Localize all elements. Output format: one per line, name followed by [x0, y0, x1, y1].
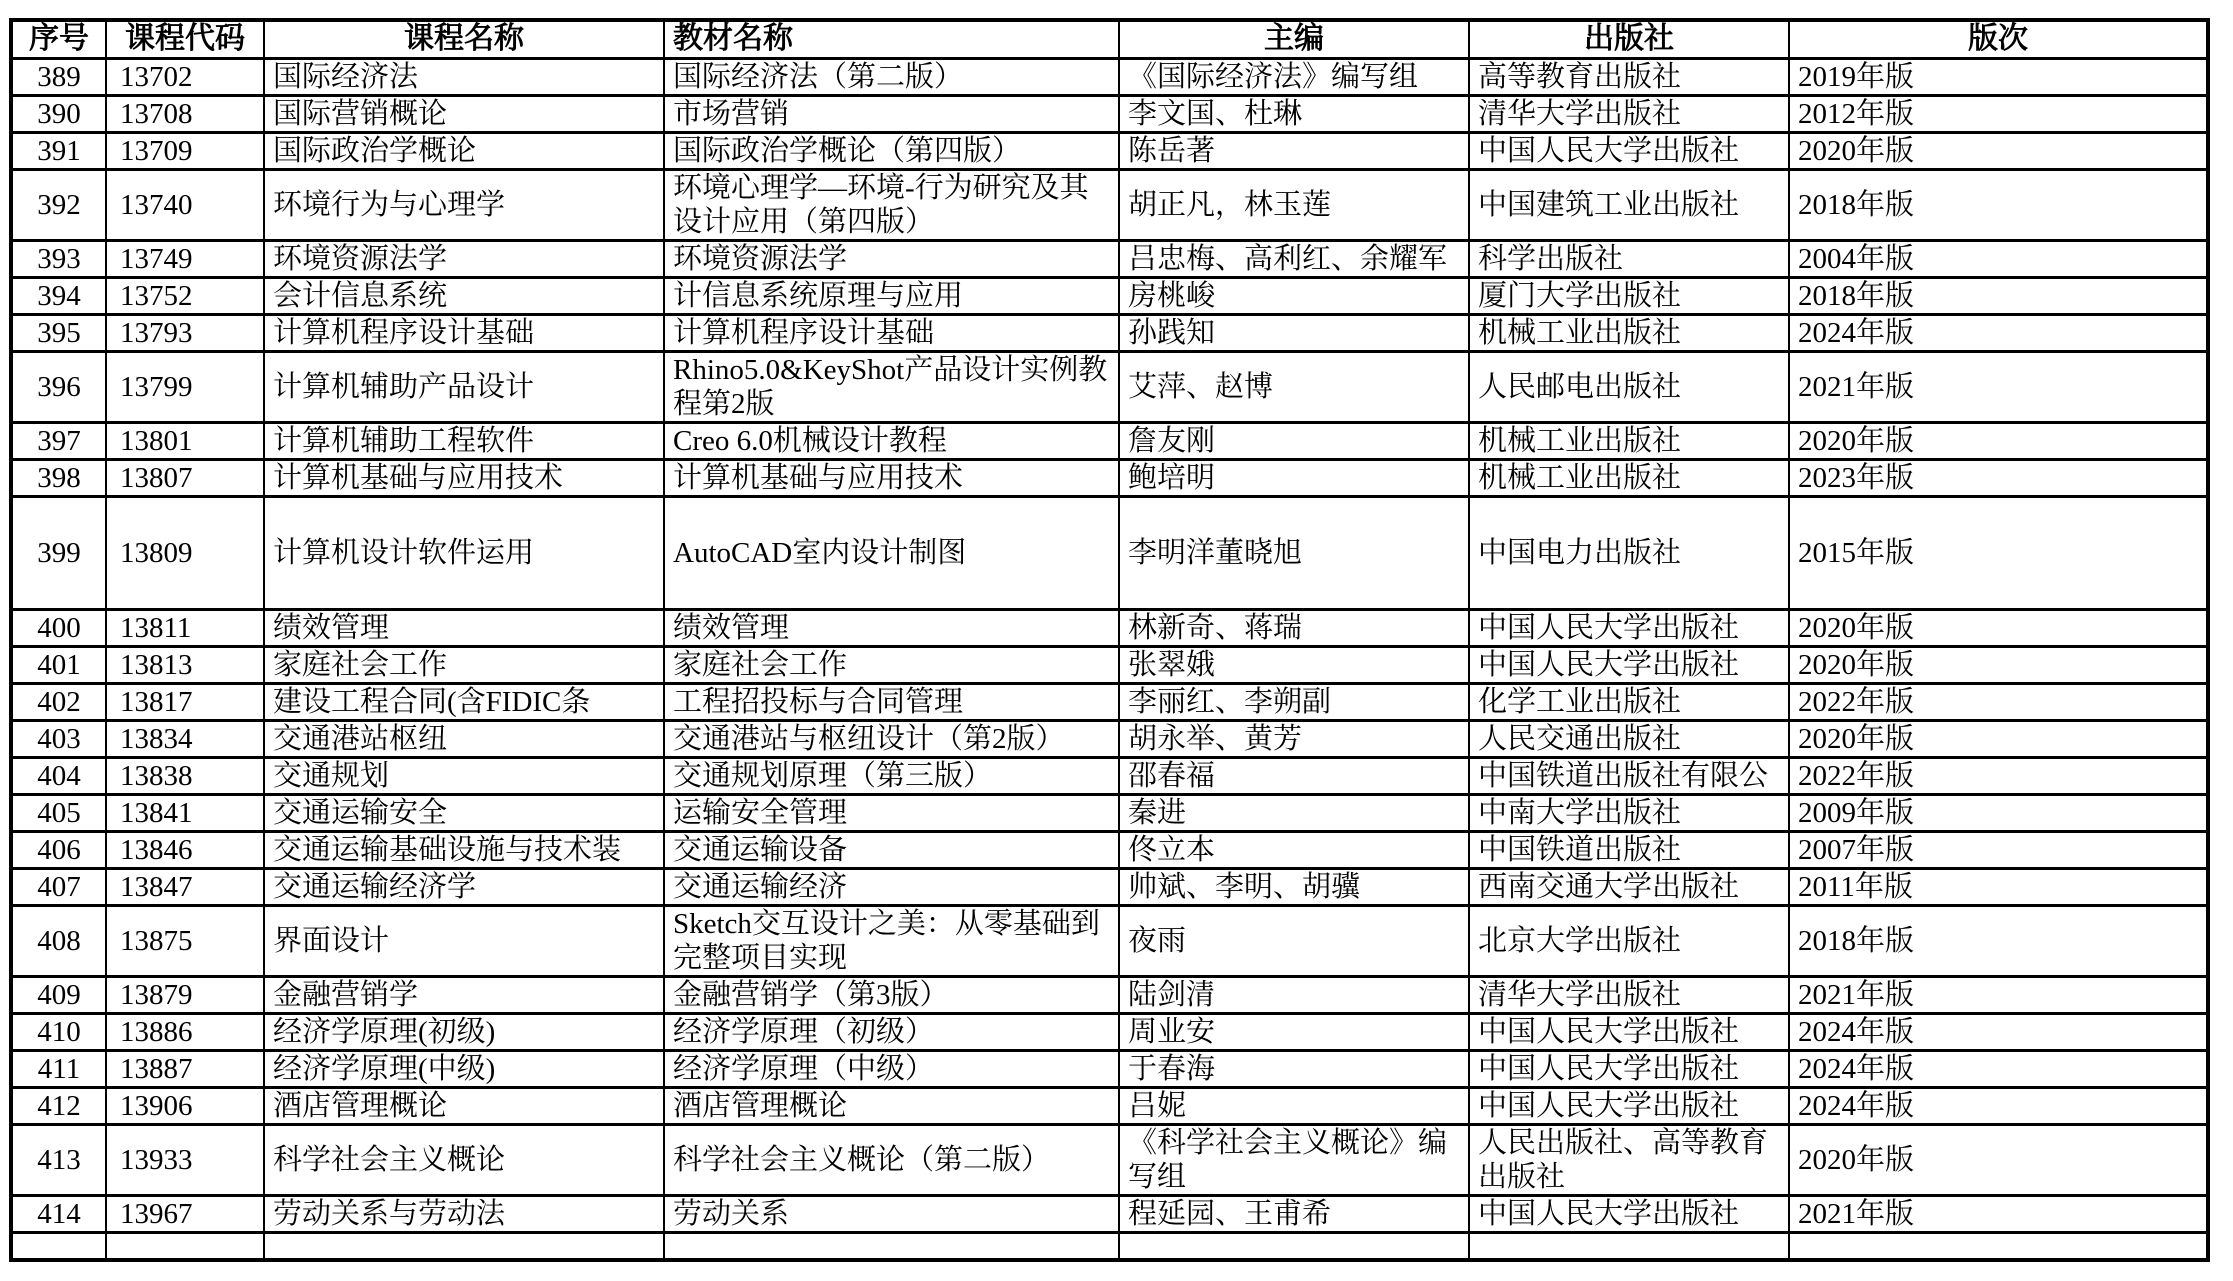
cell-index: 397 [11, 422, 106, 459]
cell-textbook-name: 计信息系统原理与应用 [664, 277, 1119, 314]
cell-edition: 2020年版 [1789, 1124, 2208, 1195]
cell-course-code: 13817 [106, 683, 264, 720]
cell-course-name: 会计信息系统 [264, 277, 664, 314]
cell-chief-editor: 陈岳著 [1119, 132, 1469, 169]
cell-edition: 2021年版 [1789, 1195, 2208, 1232]
cell-course-name: 建设工程合同(含FIDIC条 [264, 683, 664, 720]
cell-chief-editor: 陆剑清 [1119, 976, 1469, 1013]
cell-course-code [106, 1232, 264, 1260]
cell-edition: 2018年版 [1789, 169, 2208, 240]
cell-textbook-name: 计算机基础与应用技术 [664, 459, 1119, 496]
cell-course-name: 交通规划 [264, 757, 664, 794]
cell-textbook-name: 酒店管理概论 [664, 1087, 1119, 1124]
cell-course-code: 13906 [106, 1087, 264, 1124]
cell-publisher: 中南大学出版社 [1469, 794, 1789, 831]
cell-textbook-name: 运输安全管理 [664, 794, 1119, 831]
cell-chief-editor: 于春海 [1119, 1050, 1469, 1087]
cell-course-code: 13749 [106, 240, 264, 277]
cell-index: 389 [11, 58, 106, 95]
table-row [11, 794, 2208, 831]
cell-course-code: 13967 [106, 1195, 264, 1232]
cell-publisher: 中国人民大学出版社 [1469, 1087, 1789, 1124]
cell-textbook-name: Sketch交互设计之美：从零基础到完整项目实现 [664, 905, 1119, 976]
cell-course-code: 13799 [106, 351, 264, 422]
cell-course-name: 家庭社会工作 [264, 646, 664, 683]
cell-index: 401 [11, 646, 106, 683]
table-row [11, 1087, 2208, 1124]
cell-publisher: 西南交通大学出版社 [1469, 868, 1789, 905]
cell-edition: 2021年版 [1789, 351, 2208, 422]
cell-edition: 2020年版 [1789, 422, 2208, 459]
cell-chief-editor: 程延园、王甫希 [1119, 1195, 1469, 1232]
cell-course-name: 国际营销概论 [264, 95, 664, 132]
cell-edition: 2009年版 [1789, 794, 2208, 831]
cell-publisher: 清华大学出版社 [1469, 976, 1789, 1013]
cell-course-code: 13887 [106, 1050, 264, 1087]
cell-chief-editor: 秦进 [1119, 794, 1469, 831]
cell-course-name: 绩效管理 [264, 609, 664, 646]
cell-course-code: 13801 [106, 422, 264, 459]
cell-textbook-name: 交通规划原理（第三版） [664, 757, 1119, 794]
cell-publisher: 机械工业出版社 [1469, 422, 1789, 459]
cell-course-code: 13811 [106, 609, 264, 646]
cell-textbook-name: 工程招投标与合同管理 [664, 683, 1119, 720]
cell-edition: 2022年版 [1789, 683, 2208, 720]
cell-index: 403 [11, 720, 106, 757]
cell-chief-editor: 房桃峻 [1119, 277, 1469, 314]
column-header-publisher: 出版社 [1469, 20, 1789, 58]
cell-index: 395 [11, 314, 106, 351]
cell-textbook-name: Rhino5.0&KeyShot产品设计实例教程第2版 [664, 351, 1119, 422]
cell-chief-editor: 李明洋董晓旭 [1119, 496, 1469, 609]
cell-publisher: 人民邮电出版社 [1469, 351, 1789, 422]
cell-publisher: 中国人民大学出版社 [1469, 646, 1789, 683]
cell-publisher: 机械工业出版社 [1469, 314, 1789, 351]
cell-chief-editor: 周业安 [1119, 1013, 1469, 1050]
cell-chief-editor: 吕忠梅、高利红、余耀军 [1119, 240, 1469, 277]
cell-publisher: 中国人民大学出版社 [1469, 609, 1789, 646]
cell-chief-editor: 佟立本 [1119, 831, 1469, 868]
table-row [11, 868, 2208, 905]
cell-index: 411 [11, 1050, 106, 1087]
cell-chief-editor: 夜雨 [1119, 905, 1469, 976]
cell-course-code: 13807 [106, 459, 264, 496]
column-header-chief-editor: 主编 [1119, 20, 1469, 58]
table-row [11, 1124, 2208, 1195]
cell-course-code: 13838 [106, 757, 264, 794]
cell-course-name: 酒店管理概论 [264, 1087, 664, 1124]
cell-chief-editor: 帅斌、李明、胡骥 [1119, 868, 1469, 905]
cell-chief-editor: 李丽红、李朔副 [1119, 683, 1469, 720]
cell-course-code: 13709 [106, 132, 264, 169]
cell-course-name: 计算机设计软件运用 [264, 496, 664, 609]
cell-textbook-name: 家庭社会工作 [664, 646, 1119, 683]
partial-row [11, 1232, 2208, 1260]
column-header-textbook-name: 教材名称 [664, 20, 1119, 58]
cell-edition [1789, 1232, 2208, 1260]
cell-index: 391 [11, 132, 106, 169]
cell-course-name: 劳动关系与劳动法 [264, 1195, 664, 1232]
cell-publisher: 中国铁道出版社有限公 [1469, 757, 1789, 794]
table-row [11, 609, 2208, 646]
cell-course-code: 13875 [106, 905, 264, 976]
cell-chief-editor: 吕妮 [1119, 1087, 1469, 1124]
table-row [11, 240, 2208, 277]
cell-chief-editor: 《科学社会主义概论》编写组 [1119, 1124, 1469, 1195]
cell-publisher: 中国人民大学出版社 [1469, 132, 1789, 169]
cell-publisher: 北京大学出版社 [1469, 905, 1789, 976]
cell-course-code: 13809 [106, 496, 264, 609]
cell-index: 404 [11, 757, 106, 794]
cell-chief-editor: 詹友刚 [1119, 422, 1469, 459]
cell-edition: 2024年版 [1789, 1013, 2208, 1050]
cell-index: 400 [11, 609, 106, 646]
cell-course-code: 13708 [106, 95, 264, 132]
cell-chief-editor: 李文国、杜琳 [1119, 95, 1469, 132]
cell-publisher: 清华大学出版社 [1469, 95, 1789, 132]
cell-index: 406 [11, 831, 106, 868]
cell-edition: 2020年版 [1789, 609, 2208, 646]
cell-chief-editor: 胡永举、黄芳 [1119, 720, 1469, 757]
cell-edition: 2020年版 [1789, 646, 2208, 683]
cell-edition: 2020年版 [1789, 132, 2208, 169]
cell-course-code: 13841 [106, 794, 264, 831]
cell-chief-editor: 邵春福 [1119, 757, 1469, 794]
cell-publisher [1469, 1232, 1789, 1260]
cell-index: 393 [11, 240, 106, 277]
cell-publisher: 中国铁道出版社 [1469, 831, 1789, 868]
cell-index: 394 [11, 277, 106, 314]
cell-publisher: 厦门大学出版社 [1469, 277, 1789, 314]
table-row [11, 496, 2208, 609]
cell-textbook-name: 计算机程序设计基础 [664, 314, 1119, 351]
cell-publisher: 中国人民大学出版社 [1469, 1195, 1789, 1232]
cell-edition: 2018年版 [1789, 905, 2208, 976]
cell-course-code: 13740 [106, 169, 264, 240]
table-row [11, 1195, 2208, 1232]
table-row [11, 95, 2208, 132]
cell-course-name: 界面设计 [264, 905, 664, 976]
cell-course-name: 计算机辅助产品设计 [264, 351, 664, 422]
cell-index [11, 1232, 106, 1260]
cell-index: 392 [11, 169, 106, 240]
cell-course-name: 环境资源法学 [264, 240, 664, 277]
cell-edition: 2024年版 [1789, 1050, 2208, 1087]
cell-textbook-name: AutoCAD室内设计制图 [664, 496, 1119, 609]
table-row [11, 1050, 2208, 1087]
cell-edition: 2018年版 [1789, 277, 2208, 314]
cell-index: 413 [11, 1124, 106, 1195]
cell-course-name: 环境行为与心理学 [264, 169, 664, 240]
cell-course-name [264, 1232, 664, 1260]
table-row [11, 646, 2208, 683]
cell-textbook-name: 环境资源法学 [664, 240, 1119, 277]
table-row [11, 422, 2208, 459]
cell-chief-editor: 胡正凡，林玉莲 [1119, 169, 1469, 240]
table-row [11, 757, 2208, 794]
cell-publisher: 中国建筑工业出版社 [1469, 169, 1789, 240]
table-row [11, 1013, 2208, 1050]
header-row [11, 20, 2208, 58]
table-row [11, 683, 2208, 720]
cell-edition: 2022年版 [1789, 757, 2208, 794]
table-row [11, 169, 2208, 240]
table-row [11, 351, 2208, 422]
table-row [11, 976, 2208, 1013]
cell-textbook-name: 市场营销 [664, 95, 1119, 132]
cell-edition: 2020年版 [1789, 720, 2208, 757]
cell-course-name: 经济学原理(中级) [264, 1050, 664, 1087]
cell-course-code: 13752 [106, 277, 264, 314]
cell-course-name: 交通港站枢纽 [264, 720, 664, 757]
cell-course-code: 13834 [106, 720, 264, 757]
column-header-index: 序号 [11, 20, 106, 58]
cell-edition: 2012年版 [1789, 95, 2208, 132]
cell-course-name: 经济学原理(初级) [264, 1013, 664, 1050]
cell-course-name: 金融营销学 [264, 976, 664, 1013]
cell-course-code: 13933 [106, 1124, 264, 1195]
cell-textbook-name: 环境心理学—环境-行为研究及其设计应用（第四版） [664, 169, 1119, 240]
cell-publisher: 机械工业出版社 [1469, 459, 1789, 496]
cell-course-code: 13847 [106, 868, 264, 905]
cell-index: 408 [11, 905, 106, 976]
cell-index: 396 [11, 351, 106, 422]
textbook-course-table [9, 18, 2210, 1262]
cell-publisher: 中国电力出版社 [1469, 496, 1789, 609]
table-row [11, 831, 2208, 868]
cell-course-name: 交通运输经济学 [264, 868, 664, 905]
cell-chief-editor: 张翠娥 [1119, 646, 1469, 683]
cell-edition: 2024年版 [1789, 314, 2208, 351]
cell-course-name: 计算机辅助工程软件 [264, 422, 664, 459]
cell-textbook-name: 经济学原理（中级） [664, 1050, 1119, 1087]
cell-index: 407 [11, 868, 106, 905]
cell-chief-editor: 鲍培明 [1119, 459, 1469, 496]
cell-edition: 2019年版 [1789, 58, 2208, 95]
cell-edition: 2024年版 [1789, 1087, 2208, 1124]
cell-course-name: 交通运输基础设施与技术装 [264, 831, 664, 868]
cell-edition: 2004年版 [1789, 240, 2208, 277]
cell-course-name: 交通运输安全 [264, 794, 664, 831]
column-header-course-code: 课程代码 [106, 20, 264, 58]
table-row [11, 905, 2208, 976]
cell-textbook-name: 经济学原理（初级） [664, 1013, 1119, 1050]
cell-index: 402 [11, 683, 106, 720]
cell-index: 399 [11, 496, 106, 609]
cell-course-name: 国际政治学概论 [264, 132, 664, 169]
cell-textbook-name: 绩效管理 [664, 609, 1119, 646]
cell-index: 414 [11, 1195, 106, 1232]
cell-index: 412 [11, 1087, 106, 1124]
cell-textbook-name: 国际经济法（第二版） [664, 58, 1119, 95]
column-header-edition: 版次 [1789, 20, 2208, 58]
cell-course-code: 13813 [106, 646, 264, 683]
cell-publisher: 中国人民大学出版社 [1469, 1050, 1789, 1087]
cell-textbook-name: 劳动关系 [664, 1195, 1119, 1232]
table-row [11, 314, 2208, 351]
cell-course-code: 13846 [106, 831, 264, 868]
table-row [11, 720, 2208, 757]
cell-chief-editor: 林新奇、蒋瑞 [1119, 609, 1469, 646]
cell-edition: 2007年版 [1789, 831, 2208, 868]
cell-edition: 2015年版 [1789, 496, 2208, 609]
cell-textbook-name: 金融营销学（第3版） [664, 976, 1119, 1013]
cell-index: 409 [11, 976, 106, 1013]
cell-chief-editor: 艾萍、赵博 [1119, 351, 1469, 422]
cell-edition: 2011年版 [1789, 868, 2208, 905]
cell-publisher: 科学出版社 [1469, 240, 1789, 277]
cell-publisher: 人民交通出版社 [1469, 720, 1789, 757]
cell-textbook-name: 交通运输经济 [664, 868, 1119, 905]
cell-edition: 2021年版 [1789, 976, 2208, 1013]
cell-course-name: 国际经济法 [264, 58, 664, 95]
table-row [11, 58, 2208, 95]
cell-course-name: 计算机基础与应用技术 [264, 459, 664, 496]
table-row [11, 459, 2208, 496]
cell-index: 390 [11, 95, 106, 132]
cell-publisher: 人民出版社、高等教育出版社 [1469, 1124, 1789, 1195]
cell-publisher: 中国人民大学出版社 [1469, 1013, 1789, 1050]
cell-index: 398 [11, 459, 106, 496]
table-row [11, 277, 2208, 314]
cell-chief-editor: 《国际经济法》编写组 [1119, 58, 1469, 95]
cell-course-code: 13793 [106, 314, 264, 351]
cell-index: 405 [11, 794, 106, 831]
cell-course-code: 13886 [106, 1013, 264, 1050]
cell-course-name: 计算机程序设计基础 [264, 314, 664, 351]
cell-textbook-name: 国际政治学概论（第四版） [664, 132, 1119, 169]
cell-textbook-name: 交通运输设备 [664, 831, 1119, 868]
cell-textbook-name: 交通港站与枢纽设计（第2版） [664, 720, 1119, 757]
cell-chief-editor [1119, 1232, 1469, 1260]
cell-index: 410 [11, 1013, 106, 1050]
cell-course-code: 13879 [106, 976, 264, 1013]
cell-textbook-name: Creo 6.0机械设计教程 [664, 422, 1119, 459]
cell-course-name: 科学社会主义概论 [264, 1124, 664, 1195]
table-body [11, 58, 2208, 1260]
cell-course-code: 13702 [106, 58, 264, 95]
cell-textbook-name: 科学社会主义概论（第二版） [664, 1124, 1119, 1195]
cell-publisher: 高等教育出版社 [1469, 58, 1789, 95]
cell-chief-editor: 孙践知 [1119, 314, 1469, 351]
table-row [11, 132, 2208, 169]
column-header-course-name: 课程名称 [264, 20, 664, 58]
cell-edition: 2023年版 [1789, 459, 2208, 496]
cell-publisher: 化学工业出版社 [1469, 683, 1789, 720]
cell-textbook-name [664, 1232, 1119, 1260]
